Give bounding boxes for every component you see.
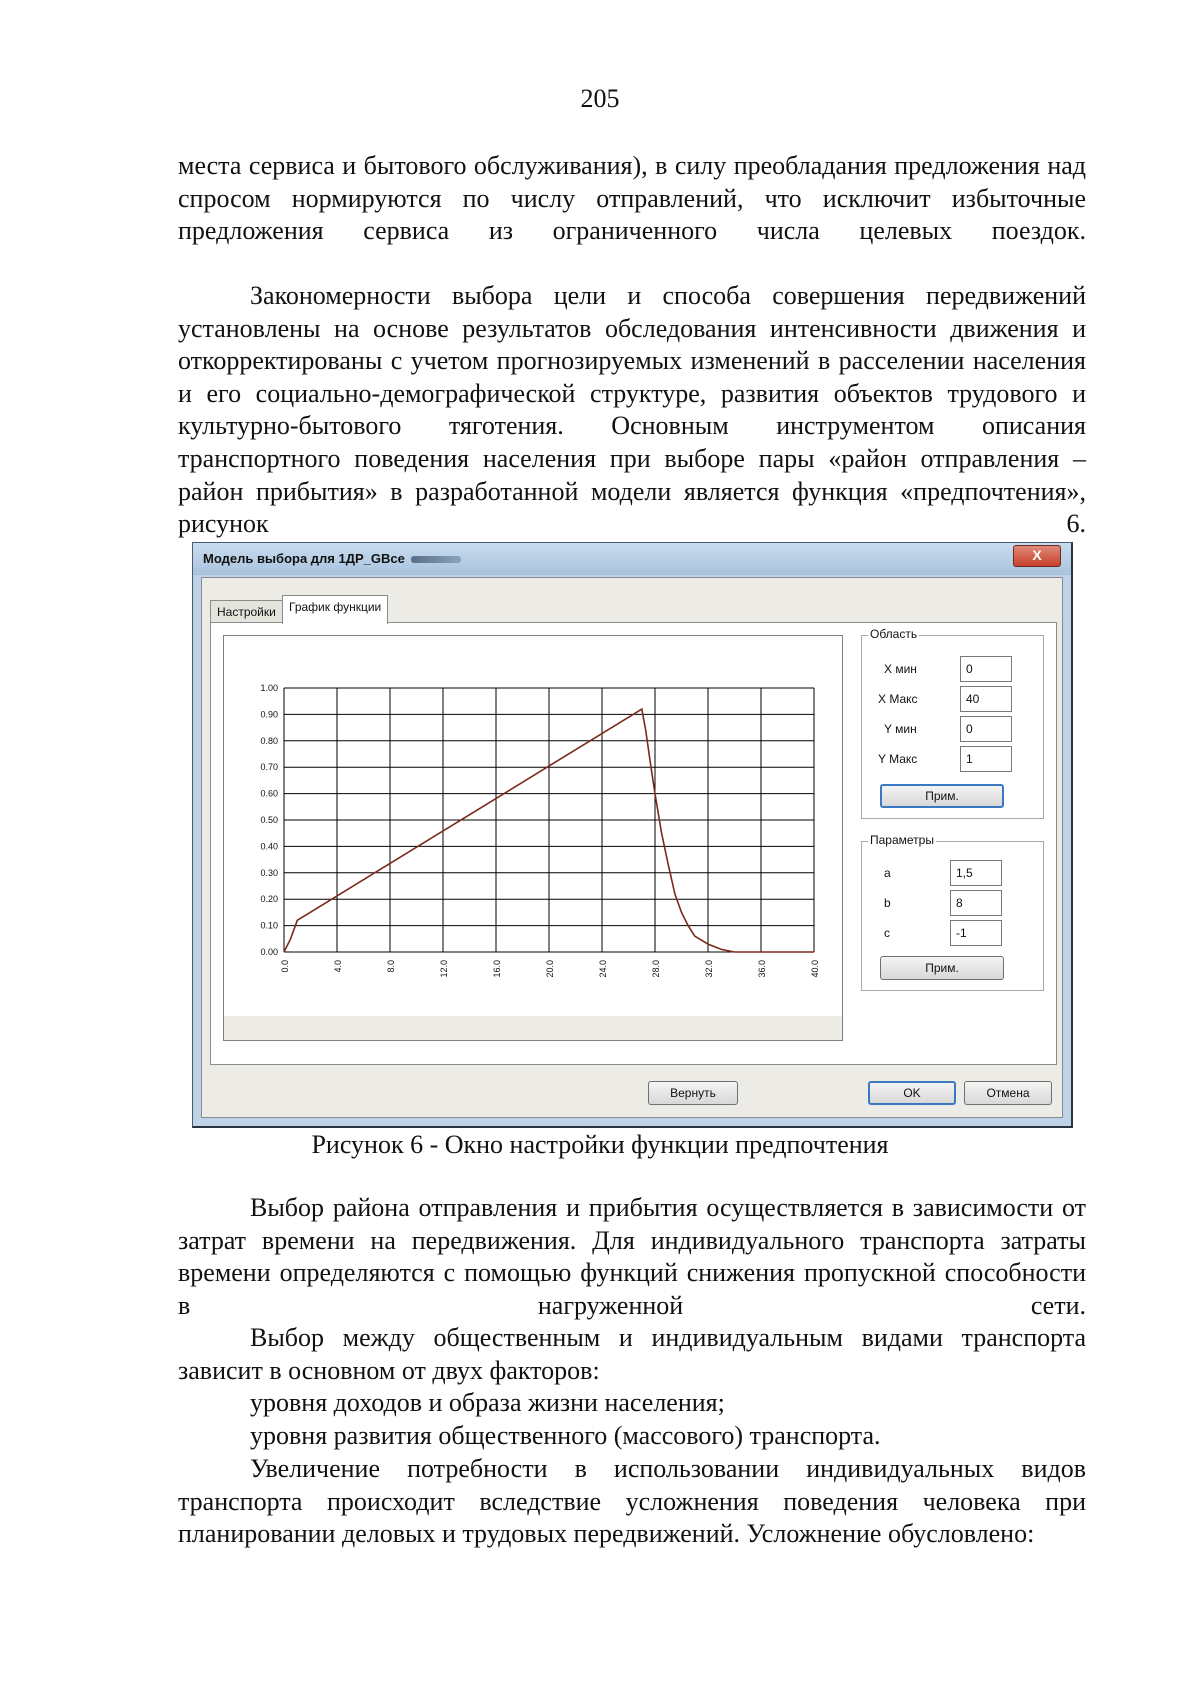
y-tick-label: 1.00 bbox=[260, 683, 278, 693]
region-apply-button[interactable]: Прим. bbox=[880, 784, 1004, 808]
dialog-client-area bbox=[201, 577, 1063, 1118]
x-tick-label: 0.0 bbox=[280, 960, 290, 973]
x-tick-label: 40.0 bbox=[810, 960, 820, 978]
model-choice-dialog bbox=[192, 542, 1073, 1128]
x-tick-label: 20.0 bbox=[545, 960, 555, 978]
tab-function-graph[interactable]: График функции bbox=[282, 595, 388, 624]
param-a-input[interactable]: 1,5 bbox=[950, 860, 1002, 886]
close-button[interactable]: X bbox=[1013, 545, 1061, 567]
x-tick-label: 16.0 bbox=[492, 960, 502, 978]
x-tick-label: 36.0 bbox=[757, 960, 767, 978]
page-number: 205 bbox=[580, 84, 620, 113]
cancel-button[interactable]: Отмена bbox=[964, 1081, 1052, 1105]
param-b-input[interactable]: 8 bbox=[950, 890, 1002, 916]
parameters-group bbox=[861, 833, 1044, 991]
x-tick-label: 32.0 bbox=[704, 960, 714, 978]
y-tick-label: 0.60 bbox=[260, 788, 278, 799]
param-b-label: b bbox=[884, 896, 891, 910]
tab-settings[interactable]: Настройки bbox=[210, 600, 283, 623]
title-smudge bbox=[411, 556, 461, 563]
paragraph-choice-of-district: Выбор района отправления и прибытия осуществляется в зависимости от затрат времени на передвижения. Для индивидуального транспорта затраты времени определяются с помощью функций снижения пропускной способности в нагруженной сети. bbox=[178, 1193, 1086, 1320]
y-min-label: Y мин bbox=[884, 722, 917, 736]
parameters-caption: Параметры bbox=[870, 833, 934, 847]
x-min-label: X мин bbox=[884, 662, 917, 676]
list-item-public-transport: уровня развития общественного (массового) транспорта. bbox=[250, 1421, 881, 1450]
preference-function-chart bbox=[224, 636, 842, 1016]
dialog-title: Модель выбора для 1ДР_GBce bbox=[203, 551, 405, 566]
y-tick-label: 0.30 bbox=[260, 867, 278, 878]
plot-area bbox=[224, 636, 842, 1016]
y-tick-label: 0.00 bbox=[260, 947, 278, 957]
x-tick-label: 4.0 bbox=[333, 960, 343, 973]
figure-caption: Рисунок 6 - Окно настройки функции предпочтения bbox=[311, 1130, 889, 1159]
x-min-input[interactable]: 0 bbox=[960, 656, 1012, 682]
ok-button[interactable]: OK bbox=[868, 1081, 956, 1105]
y-min-input[interactable]: 0 bbox=[960, 716, 1012, 742]
y-tick-label: 0.90 bbox=[260, 709, 278, 720]
param-c-input[interactable]: -1 bbox=[950, 920, 1002, 946]
paragraph-individual-transport: Увеличение потребности в использовании индивидуальных видов транспорта происходит вследствие усложнения поведения человека при планировании деловых и трудовых передвижений. Усложнение обусловлено: bbox=[178, 1454, 1086, 1549]
y-max-label: Y Макс bbox=[878, 752, 918, 766]
x-tick-label: 28.0 bbox=[651, 960, 661, 978]
y-tick-label: 0.40 bbox=[260, 841, 278, 852]
region-caption: Область bbox=[870, 627, 918, 641]
x-tick-label: 24.0 bbox=[598, 960, 608, 978]
paragraph-continuation: места сервиса и бытового обслуживания), в силу преобладания предложения над спросом нормируются по числу отправлений, что исключит избыточные предложения сервиса из ограниченного числа целевых поездок. bbox=[178, 151, 1086, 246]
y-tick-label: 0.50 bbox=[260, 815, 278, 825]
reset-button[interactable]: Вернуть bbox=[648, 1081, 738, 1105]
parameters-apply-button[interactable]: Прим. bbox=[880, 956, 1004, 980]
x-tick-label: 12.0 bbox=[439, 960, 449, 978]
tab-panel-function-graph bbox=[210, 622, 1057, 1065]
paragraph-regularities: Закономерности выбора цели и способа совершения передвижений установлены на основе результатов обследования интенсивности движения и откорректированы с учетом прогнозируемых изменений в расселении населения и его социально-демографической структуре, развития объектов трудового и культурно-бытового тяготения. Основным инструментом описания транспортного поведения населения при выборе пары «район отправления – район прибытия» в разработанной модели является функция «предпочтения», рисунок 6. bbox=[178, 281, 1086, 539]
param-a-label: a bbox=[884, 866, 891, 880]
y-tick-label: 0.70 bbox=[260, 762, 278, 773]
list-item-income: уровня доходов и образа жизни населения; bbox=[250, 1388, 725, 1417]
dialog-titlebar[interactable] bbox=[193, 543, 1071, 575]
y-max-input[interactable]: 1 bbox=[960, 746, 1012, 772]
region-group bbox=[861, 627, 1044, 819]
plot-frame bbox=[223, 635, 843, 1041]
x-tick-label: 8.0 bbox=[386, 960, 396, 973]
x-max-input[interactable]: 40 bbox=[960, 686, 1012, 712]
param-c-label: c bbox=[884, 926, 890, 940]
paragraph-choice-of-mode: Выбор между общественным и индивидуальным видами транспорта зависит в основном от двух факторов: bbox=[178, 1323, 1086, 1385]
x-max-label: X Макс bbox=[878, 692, 918, 706]
y-tick-label: 0.80 bbox=[260, 735, 278, 746]
y-tick-label: 0.10 bbox=[260, 920, 278, 931]
y-tick-label: 0.20 bbox=[260, 894, 278, 905]
